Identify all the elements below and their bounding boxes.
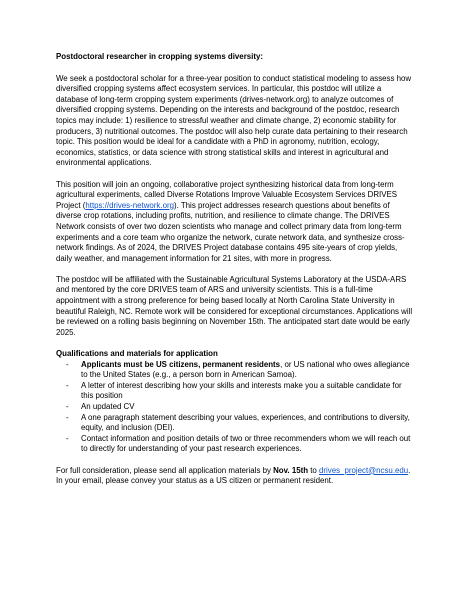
deadline-date: Nov. 15th [273,465,309,475]
project-paragraph [56,180,414,265]
bullet-dash: - [66,402,69,411]
citizenship-detail: , or US national who owes allegiance to the United States (e.g., a person born in American Samoa). [81,359,410,380]
bullet-dash: - [66,412,69,422]
intro-paragraph: We seek a postdoctoral scholar for a three-year position to conduct statistical modeling to assess how diversified cropping systems affect ecosystem services. In particular, this postdoc will utilize a database of long-term cropping system experiments (drives-network.org) to analyze outcomes of diversified cropping systems. Depending on the interests and background of the postdoc, research topics may include: 1) resilience to stressful weather and climate change, 2) economic stability for producers, 3) nutritional outcomes. The postdoc will also help curate data pertaining to their research topic. This position would be ideal for a candidate with a PhD in agronomy, nutrition, ecology, economics, statistics, or data science with strong statistical skills and interest in agricultural and environmental applications. [56,73,412,168]
list-item-recommenders [56,434,414,455]
bullet-dash: - [66,433,69,443]
qualifications-heading: Qualifications and materials for application [56,349,218,359]
page-title: Postdoctoral researcher in cropping systems diversity: [56,52,263,61]
list-item-text: A letter of interest describing how your skills and interests make you a suitable candidate for this position [81,380,402,401]
list-item-letter [56,381,414,402]
closing-text-mid: to [308,465,320,475]
bullet-dash: - [66,359,69,369]
bullet-dash: - [66,380,69,390]
document-page [56,52,414,497]
list-item-cv [56,402,414,413]
list-item-text: Contact information and position details of two or three recommenders whom we will reach out to directly for understanding of your past research experiences. [81,433,411,454]
list-item-text: A one paragraph statement describing your values, experiences, and contributions to diversity, equity, and inclusion (DEI). [81,412,410,433]
citizenship-requirement: Applicants must be US citizens, permanent residents [81,359,281,369]
qualifications-list [56,360,414,455]
project-text-after: ). This project addresses research questions about benefits of diverse crop rotations, including profits, nutrition, and resilience to climate change. The DRIVES Network consists of over two dozen scientists who manage and collect primary data from long-term experiments and a core team who organize the network, curate network data, and synthesize cross-network findings. As of 2024, the DRIVES Project database contains 495 site-years of crop yields, daily weather, and management information for 21 sites, with more in progress. [56,200,405,263]
email-link[interactable]: drives_project@ncsu.edu [319,465,409,475]
drives-network-link[interactable]: https://drives-network.org [85,200,174,210]
list-item-citizenship [56,360,414,381]
list-item-text: An updated CV [81,402,135,411]
project-text-before: This position will join an ongoing, collaborative project synthesizing historical data from long-term agricultural experiments, called Diverse Rotations Improve Valuable Ecosystem Services DRIVES Project ( [56,179,398,210]
closing-paragraph [56,466,414,487]
list-item-dei [56,413,414,434]
affiliation-paragraph: The postdoc will be affiliated with the Sustainable Agricultural Systems Laboratory at the USDA-ARS and mentored by the core DRIVES team of ARS and university scientists. This is a full-time appointment with a strong preference for being based locally at North Carolina State University in beautiful Raleigh, NC. Remote work will be considered for exceptional circumstances. Applications will be reviewed on a rolling basis beginning on November 15th. The anticipated start date would be early 2025. [56,274,413,337]
closing-text-after: . In your email, please convey your status as a US citizen or permanent resident. [56,465,411,486]
closing-text-before: For full consideration, please send all application materials by [56,465,274,475]
